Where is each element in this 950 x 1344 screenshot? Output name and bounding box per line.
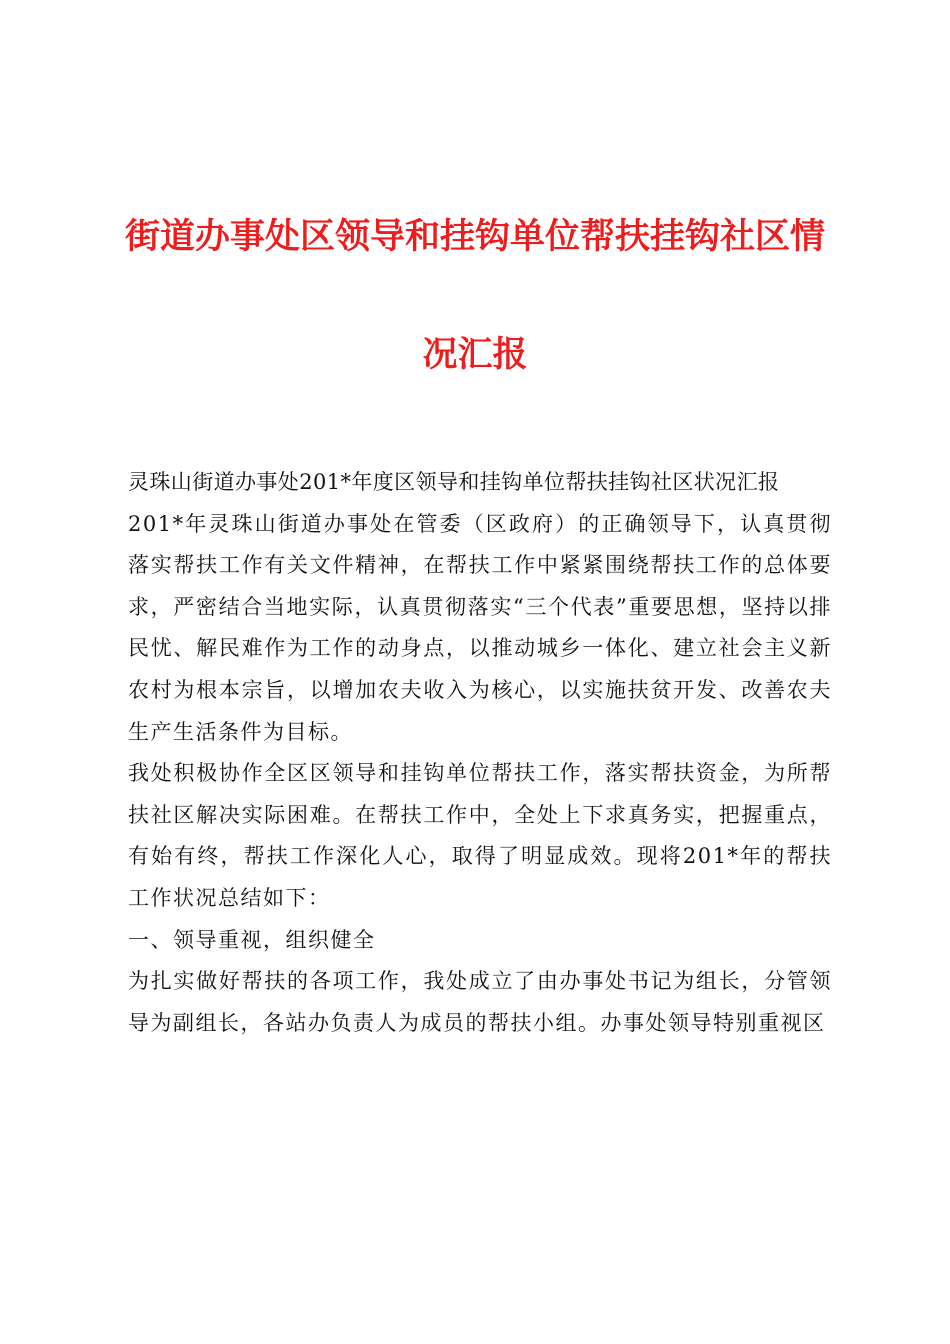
document-body <box>128 462 832 1044</box>
section-heading-1: 一、领导重视，组织健全 <box>128 927 376 952</box>
paragraph-summary: 我处积极协作全区区领导和挂钩单位帮扶工作，落实帮扶资金，为所帮扶社区解决实际困难。在帮扶工作中，全处上下求真务实，把握重点，有始有终，帮扶工作深化人心，取得了明显成效。现将201*年的帮扶工作状况总结如下： <box>128 761 832 910</box>
document-title-line-2: 况汇报 <box>422 334 528 375</box>
paragraph-intro: 201*年灵珠山街道办事处在管委（区政府）的正确领导下，认真贯彻落实帮扶工作有关文件精神，在帮扶工作中紧紧围绕帮扶工作的总体要求，严密结合当地实际，认真贯彻落实“三个代表”重要思想，坚持以排民忧、解民难作为工作的动身点，以推动城乡一体化、建立社会主义新农村为根本宗旨，以增加农夫收入为核心，以实施扶贫开发、改善农夫生产生活条件为目标。 <box>128 511 832 744</box>
paragraph-section-1: 为扎实做好帮扶的各项工作，我处成立了由办事处书记为组长，分管领导为副组长，各站办负责人为成员的帮扶小组。办事处领导特别重视区 <box>128 969 832 1035</box>
paragraph-report-heading: 灵珠山街道办事处201*年度区领导和挂钩单位帮扶挂钩社区状况汇报 <box>128 470 780 494</box>
document-title-line-1: 街道办事处区领导和挂钩单位帮扶挂钩社区情 <box>124 216 825 257</box>
